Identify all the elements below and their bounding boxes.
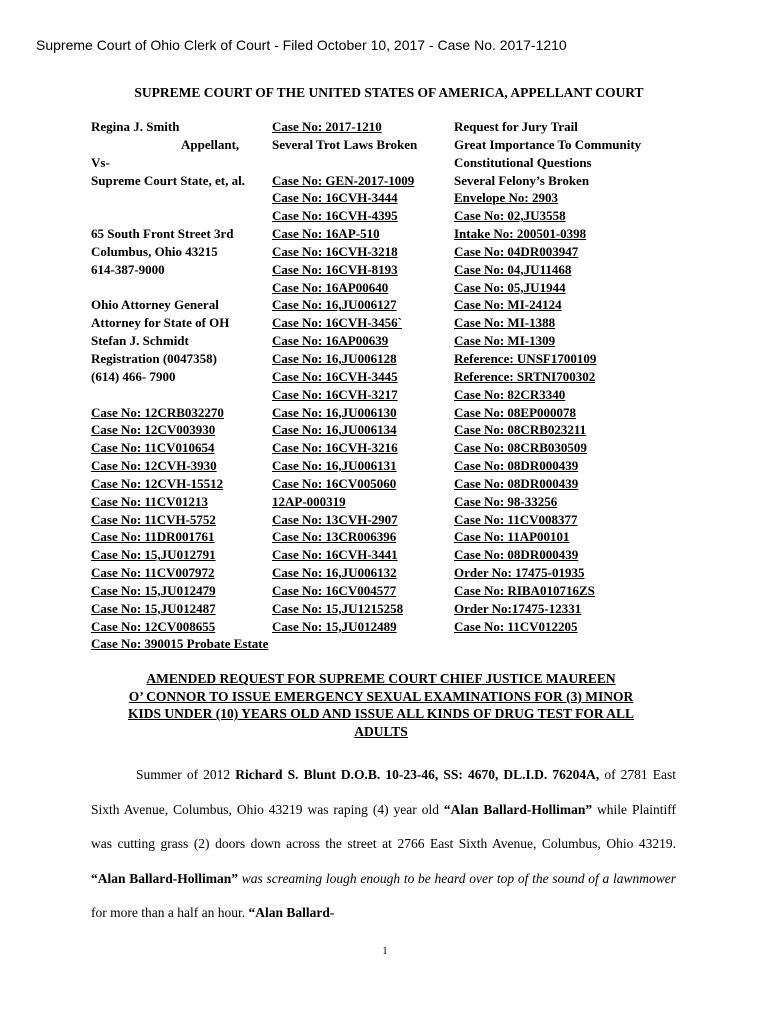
defendant-name: Richard S. Blunt D.O.B. 10-23-46, SS: 4670, DL.I.D. 76204A, <box>235 767 600 782</box>
case-number: Case No: 11CV008377 <box>454 511 578 527</box>
caption-line <box>454 296 684 314</box>
case-number: Case No: 16CV004577 <box>272 582 397 598</box>
caption-line <box>454 421 684 439</box>
caption-line <box>272 172 452 190</box>
case-number: Case No: 11DR001761 <box>91 529 215 545</box>
case-number: Case No: 08DR000439 <box>454 458 579 474</box>
caption-line <box>454 118 684 136</box>
caption-line <box>272 439 452 457</box>
caption-line <box>91 600 271 618</box>
caption-text: Constitutional Questions <box>454 154 592 170</box>
caption-line <box>272 350 452 368</box>
case-number: Case No: GEN-2017-1009 <box>272 172 415 188</box>
caption-line <box>272 136 452 154</box>
caption-line <box>91 296 271 314</box>
caption-line <box>454 386 684 404</box>
case-number: Case No: 16CVH-3444 <box>272 190 398 206</box>
caption-line <box>272 493 452 511</box>
case-number: Case No: 11CV012205 <box>454 618 578 634</box>
case-number: Case No: 08DR000439 <box>454 547 579 563</box>
caption-line <box>91 172 271 190</box>
caption-line <box>454 243 684 261</box>
caption-line <box>91 243 271 261</box>
caption-line <box>272 421 452 439</box>
case-number: Case No: 11CV01213 <box>91 493 208 509</box>
caption-line <box>272 314 452 332</box>
caption-line <box>91 493 271 511</box>
case-number: Case No: 11CV010654 <box>91 440 215 456</box>
caption-line <box>454 528 684 546</box>
caption-line <box>454 457 684 475</box>
caption-line <box>91 511 271 529</box>
amended-heading-line: KIDS UNDER (10) YEARS OLD AND ISSUE ALL KINDS OF DRUG TEST FOR ALL <box>128 706 634 721</box>
body-text: Summer of 2012 <box>136 767 236 782</box>
caption-line <box>454 404 684 422</box>
caption-line <box>454 350 684 368</box>
caption-line <box>91 421 271 439</box>
caption-line <box>91 564 271 582</box>
case-number: Case No: 12CVH-15512 <box>91 475 224 491</box>
caption-line <box>454 279 684 297</box>
case-number: Case No: 15,JU1215258 <box>272 600 404 616</box>
amended-heading-line: O’ CONNOR TO ISSUE EMERGENCY SEXUAL EXAMINATIONS FOR (3) MINOR <box>128 688 634 704</box>
caption-line <box>272 225 452 243</box>
caption-text: Great Importance To Community <box>454 136 642 152</box>
case-number: Case No: 16CVH-8193 <box>272 261 398 277</box>
case-number: Case No: 11AP00101 <box>454 529 570 545</box>
caption-line <box>454 189 684 207</box>
filing-header: Supreme Court of Ohio Clerk of Court - Filed October 10, 2017 - Case No. 2017-1210 <box>36 37 567 53</box>
case-number: Case No: 15,JU012791 <box>91 547 216 563</box>
caption-text: Vs- <box>91 154 110 170</box>
caption-line <box>91 457 271 475</box>
case-number: Case No: 98-33256 <box>454 493 558 509</box>
body-text: of 2781 East Sixth Avenue, Columbus, Ohio 43219 was raping (4) year old <box>91 767 676 817</box>
caption-line <box>272 118 452 136</box>
caption-line <box>272 457 452 475</box>
case-number: Case No: 15,JU012489 <box>272 618 397 634</box>
amended-heading-line: ADULTS <box>354 723 408 739</box>
caption-line <box>454 439 684 457</box>
body-italic-text: was screaming lough enough to be heard over top of the sound of a lawnmower <box>238 870 676 886</box>
child-name: “Alan Ballard-Holliman” <box>91 870 238 886</box>
caption-column-parties <box>91 118 271 653</box>
caption-line <box>91 136 271 154</box>
caption-line <box>272 368 452 386</box>
caption-line <box>454 172 684 190</box>
caption-line <box>272 618 452 636</box>
caption-line <box>91 225 271 243</box>
caption-line <box>91 439 271 457</box>
caption-line <box>454 600 684 618</box>
case-number: Case No: 390015 Probate Estate <box>91 636 269 652</box>
caption-text: (614) 466- 7900 <box>91 368 176 384</box>
caption-text: Columbus, Ohio 43215 <box>91 243 218 259</box>
caption-text: Attorney for State of OH <box>91 315 230 331</box>
caption-line <box>91 475 271 493</box>
case-number: Reference: SRTNI700302 <box>454 368 596 384</box>
caption-line <box>454 332 684 350</box>
caption-line <box>91 350 271 368</box>
case-number: Case No: 12CVH-3930 <box>91 458 217 474</box>
case-number: Case No: 16,JU006128 <box>272 350 397 366</box>
case-number: Case No: 11CVH-5752 <box>91 511 216 527</box>
caption-line <box>272 511 452 529</box>
caption-line <box>91 368 271 386</box>
caption-text: Request for Jury Trail <box>454 119 578 134</box>
body-text: for more than a half an hour. <box>91 905 249 920</box>
caption-line <box>272 279 452 297</box>
caption-text: Regina J. Smith <box>91 119 180 134</box>
caption-line <box>91 386 271 404</box>
caption-line <box>91 118 271 136</box>
case-number: Case No: 08DR000439 <box>454 475 579 491</box>
case-number: Case No: 04,JU11468 <box>454 261 572 277</box>
caption-text: 614-387-9000 <box>91 261 165 277</box>
caption-line <box>272 386 452 404</box>
case-number: Case No: MI-1309 <box>454 333 556 349</box>
case-number: Case No: 16CVH-3217 <box>272 386 398 402</box>
caption-line <box>272 528 452 546</box>
case-number: Case No: 16,JU006130 <box>272 404 397 420</box>
case-number: Case No: 13CR006396 <box>272 529 397 545</box>
case-number: Case No: 16,JU006132 <box>272 565 397 581</box>
caption-text: Ohio Attorney General <box>91 297 219 313</box>
case-number: Case No: 16,JU006127 <box>272 297 397 313</box>
caption-text: 65 South Front Street 3rd <box>91 226 234 242</box>
caption-line <box>272 546 452 564</box>
caption-line <box>91 154 271 172</box>
case-number: 12AP-000319 <box>272 493 346 509</box>
caption-text: Several Trot Laws Broken <box>272 136 418 152</box>
case-number: Case No: 08EP000078 <box>454 404 577 420</box>
case-number: Case No: 13CVH-2907 <box>272 511 398 527</box>
caption-line <box>272 332 452 350</box>
case-number: Case No: 16CVH-3445 <box>272 368 398 384</box>
case-number: Case No: 16CVH-3216 <box>272 440 398 456</box>
case-number: Case No: 82CR3340 <box>454 386 566 402</box>
caption-line <box>454 207 684 225</box>
caption-column-case-numbers <box>272 118 452 635</box>
case-number: Case No: 16CV005060 <box>272 475 397 491</box>
amended-request-heading <box>90 670 672 740</box>
caption-line <box>272 243 452 261</box>
caption-text: Stefan J. Schmidt <box>91 333 189 349</box>
caption-text: Registration (0047358) <box>91 350 218 366</box>
caption-line <box>454 511 684 529</box>
case-number: Case No: 12CRB032270 <box>91 404 224 420</box>
caption-line <box>91 207 271 225</box>
caption-line <box>454 475 684 493</box>
case-number: Case No: 16CVH-4395 <box>272 208 398 224</box>
child-name: “Alan Ballard-Holliman” <box>443 801 593 817</box>
case-number: Case No: 16AP-510 <box>272 226 380 242</box>
caption-line <box>91 635 271 653</box>
case-number: Case No: 08CRB023211 <box>454 422 587 438</box>
case-number: Envelope No: 2903 <box>454 190 558 206</box>
caption-line <box>91 546 271 564</box>
caption-line <box>454 493 684 511</box>
caption-line <box>91 189 271 207</box>
caption-line <box>272 154 452 172</box>
amended-heading-line: AMENDED REQUEST FOR SUPREME COURT CHIEF JUSTICE MAUREEN <box>146 671 616 686</box>
case-number: Intake No: 200501-0398 <box>454 226 587 242</box>
caption-line <box>454 261 684 279</box>
caption-line <box>91 279 271 297</box>
caption-line <box>272 582 452 600</box>
caption-line <box>91 582 271 600</box>
caption-line <box>272 475 452 493</box>
caption-line <box>91 618 271 636</box>
caption-line <box>91 404 271 422</box>
caption-line <box>272 189 452 207</box>
caption-line <box>272 207 452 225</box>
case-number: Case No: 04DR003947 <box>454 243 579 259</box>
caption-line <box>272 261 452 279</box>
case-number: Case No: 12CV003930 <box>91 422 216 438</box>
case-number: Case No: 16CVH-3441 <box>272 547 398 563</box>
case-number: Case No: 2017-1210 <box>272 119 382 134</box>
case-number: Case No: 11CV007972 <box>91 565 215 581</box>
caption-line <box>272 564 452 582</box>
caption-line <box>454 618 684 636</box>
caption-line <box>91 528 271 546</box>
caption-line <box>454 225 684 243</box>
body-text: while Plaintiff was cutting grass (2) doors down across the street at 2766 East Sixth Avenue, Columbus, Ohio 43219. <box>91 801 676 851</box>
case-number: Case No: 02,JU3558 <box>454 208 566 224</box>
case-number: Case No: 15,JU012487 <box>91 600 216 616</box>
caption-line <box>454 368 684 386</box>
case-number: Case No: 16,JU006131 <box>272 458 397 474</box>
caption-text: Supreme Court State, et, al. <box>91 172 245 188</box>
caption-line <box>272 600 452 618</box>
caption-column-requests <box>454 118 684 635</box>
page-number: 1 <box>382 945 388 957</box>
case-number: Case No: 16CVH-3456` <box>272 315 402 331</box>
caption-line <box>272 404 452 422</box>
case-number: Case No: 08CRB030509 <box>454 440 587 456</box>
case-number: Case No: 16AP00640 <box>272 279 389 295</box>
case-number: Case No: 05,JU1944 <box>454 279 566 295</box>
caption-line <box>91 314 271 332</box>
caption-line <box>91 332 271 350</box>
body-paragraph <box>91 758 676 931</box>
case-number: Case No: 16CVH-3218 <box>272 243 398 259</box>
court-title: SUPREME COURT OF THE UNITED STATES OF AMERICA, APPELLANT COURT <box>134 85 644 100</box>
case-number: Case No: MI-1388 <box>454 315 556 331</box>
caption-text: Appellant, <box>181 136 240 152</box>
case-number: Case No: 12CV008655 <box>91 618 216 634</box>
case-number: Case No: 15,JU012479 <box>91 582 216 598</box>
case-number: Case No: 16,JU006134 <box>272 422 397 438</box>
caption-line <box>454 564 684 582</box>
caption-line <box>454 582 684 600</box>
caption-line <box>454 136 684 154</box>
case-number: Case No: 16AP00639 <box>272 333 389 349</box>
case-number: Case No: MI-24124 <box>454 297 562 313</box>
case-number: Case No: RIBA010716ZS <box>454 582 595 598</box>
child-name: “Alan Ballard- <box>248 905 335 920</box>
caption-line <box>454 546 684 564</box>
caption-line <box>272 296 452 314</box>
caption-line <box>454 154 684 172</box>
case-number: Reference: UNSF1700109 <box>454 350 597 366</box>
caption-text: Several Felony’s Broken <box>454 172 590 188</box>
case-number: Order No: 17475-01935 <box>454 565 585 581</box>
caption-line <box>454 314 684 332</box>
case-number: Order No:17475-12331 <box>454 600 582 616</box>
caption-line <box>91 261 271 279</box>
